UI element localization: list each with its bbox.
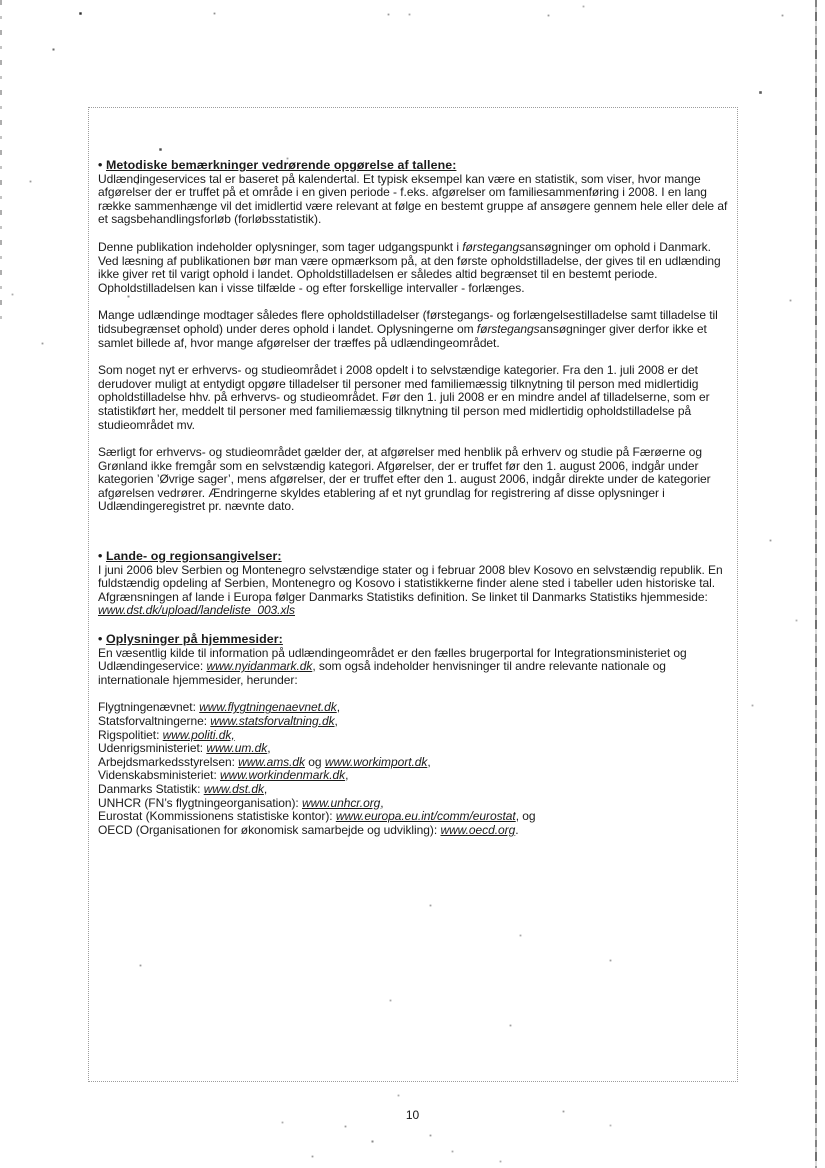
text-run: Rigspolitiet: xyxy=(98,727,163,742)
text-run: , xyxy=(427,754,431,769)
text-run: førstegangs xyxy=(476,321,540,336)
paragraph xyxy=(98,715,733,729)
paragraph xyxy=(98,742,733,756)
text-run: Denne publikation indeholder oplysninger, som tager udgangspunkt i xyxy=(98,239,463,254)
paragraph xyxy=(98,591,733,605)
text-run: , xyxy=(345,768,349,783)
paragraph xyxy=(98,797,733,811)
link-url[interactable]: www.europa.eu.int/comm/eurostat xyxy=(335,809,516,824)
section-heading-text: Oplysninger på hjemmesider: xyxy=(105,632,283,647)
text-run: UNHCR (FN’s flygtningeorganisation): xyxy=(98,795,303,810)
paragraph xyxy=(98,783,733,797)
text-run: Særligt for erhvervs- og studieområdet gælder der, at afgørelser med henblik på erhverv og studie på Færøerne og Grønland ikke fremgår som en selvstændig kategori. Afgørelser, der er truffet før den 1. august 2006, indgår under kategorien ’Øvrige sager’, mens afgørelser, der er truffet efter den 1. august 2006, indgår direkte under de kategorier afgørelsen vedrører. Ændringerne skyldes etablering af et nyt grundlag for registrering af disse oplysninger i Udlændingeregistret pr. nævnte dato. xyxy=(98,445,711,514)
link-url[interactable]: www.workimport.dk xyxy=(324,754,428,769)
scan-edge-artifact-left xyxy=(0,0,2,320)
paragraph xyxy=(98,309,733,350)
text-run: , xyxy=(380,795,384,810)
section-heading-text: Lande- og regionsangivelser: xyxy=(105,549,282,564)
text-run: Afgrænsningen af lande i Europa følger Danmarks Statistiks definition. Se linket til Danmarks Statistiks hjemmeside: xyxy=(98,589,708,604)
text-run: førstegangs xyxy=(462,239,526,254)
text-run: , og xyxy=(515,809,536,824)
paragraph xyxy=(98,564,733,591)
link-url[interactable]: www.unhcr.org xyxy=(302,795,381,810)
content-border-box xyxy=(88,107,738,1082)
link-url[interactable]: www.nyidanmark.dk xyxy=(206,659,313,674)
section-heading xyxy=(98,633,733,647)
text-run: En væsentlig kilde til information på udlændingeområdet er den fælles brugerportal for Integrationsministeriet og Udlændingeservice: xyxy=(98,645,687,674)
section-lande-og-regionsangivelser xyxy=(98,550,733,618)
section-metodiske-bemaerkninger xyxy=(98,159,733,514)
link-url[interactable]: www.ams.dk xyxy=(238,754,305,769)
link-url[interactable]: www.politi.dk, xyxy=(162,727,235,742)
paragraph xyxy=(98,647,733,688)
text-run: Flygtningenævnet: xyxy=(98,700,200,715)
paragraph xyxy=(98,241,733,295)
text-run: OECD (Organisationen for økonomisk samarbejde og udvikling): xyxy=(98,822,441,837)
text-run: , xyxy=(267,741,271,756)
text-run: , xyxy=(336,700,341,715)
text-run: Som noget nyt er erhvervs- og studieområdet i 2008 opdelt i to selvstændige kategorier. Fra den 1. juli 2008 er det derudover muligt at entydigt opgøre tilladelser til personer med familiemæssig tilknytning til person med midlertidig opholdstilladelse hhv. på erhvervs- og studieområdet. Før den 1. juli 2008 er en mindre andel af tilladelserne, som er statistikført her, meddelt til personer med familiemæssig tilknytning til person med midlertidig opholdstilladelse på studieområdet mv. xyxy=(98,363,710,432)
link-url[interactable]: www.um.dk xyxy=(206,741,268,756)
text-run: Mange udlændinge modtager således flere opholdstilladelser (førstegangs- og forlængelsestilladelse samt tilladelse til tidsubegrænset ophold) under deres ophold i landet. Oplysningerne om xyxy=(98,308,718,336)
text-run: og xyxy=(305,754,325,769)
bullet-icon: • xyxy=(98,632,106,647)
text-run: Videnskabsministeriet: xyxy=(98,768,221,783)
page-number: 10 xyxy=(405,1108,420,1122)
text-run: Udlændingeservices tal er baseret på kalendertal. Et typisk eksempel kan være en statistik, som viser, hvor mange afgørelser der er truffet på et område i en given periode - f.eks. afgørelser om familiesammenføring i 2008. I en lang række sammenhænge vil det imidlertid være relevant at følge en bestemt gruppe af ansøgere gennem hele eller dele af et sagsbehandlingsforløb (forløbsstatistik). xyxy=(98,171,728,227)
text-run: . xyxy=(515,822,519,837)
text-run: Udenrigsministeriet: xyxy=(98,741,207,756)
paragraph xyxy=(98,446,733,514)
link-url[interactable]: www.flygtningenaevnet.dk xyxy=(199,700,337,715)
text-run: Arbejdsmarkedsstyrelsen: xyxy=(98,754,239,769)
section-heading-text: Metodiske bemærkninger vedrørende opgørelse af tallene: xyxy=(105,158,457,172)
section-heading xyxy=(98,550,733,564)
link-url[interactable]: www.workindenmark.dk xyxy=(220,768,346,783)
text-run: , som også indeholder henvisninger til andre relevante nationale og internationale hjemmesider, herunder: xyxy=(98,659,666,687)
scan-edge-artifact-right xyxy=(815,0,817,1168)
bullet-icon: • xyxy=(98,549,106,564)
document-body xyxy=(98,159,733,837)
paragraph xyxy=(98,769,733,783)
text-run: ansøgninger giver derfor ikke et samlet billede af, hvor mange afgørelser der træffes på udlændingeområdet. xyxy=(98,321,707,350)
text-run: Eurostat (Kommissionens statistiske kontor): xyxy=(98,809,336,824)
section-oplysninger-paa-hjemmesider xyxy=(98,633,733,837)
text-run: Statsforvaltningerne: xyxy=(98,714,211,728)
link-url[interactable]: www.dst.dk xyxy=(203,781,264,796)
paragraph xyxy=(98,701,733,715)
scan-noise-speckles xyxy=(0,0,1,1)
section-heading xyxy=(98,159,733,173)
link-url[interactable]: www.oecd.org xyxy=(440,822,516,837)
text-run: I juni 2006 blev Serbien og Montenegro selvstændige stater og i februar 2008 blev Kosovo en selvstændig republik. En fuldstændig opdeling af Serbien, Montenegro og Kosovo i statistikkerne finder alene sted i tabeller uden historiske tal. xyxy=(98,562,723,591)
paragraph xyxy=(98,173,733,227)
text-run: , xyxy=(334,714,338,728)
paragraph xyxy=(98,756,733,770)
paragraph xyxy=(98,604,733,618)
link-url[interactable]: www.statsforvaltning.dk xyxy=(210,714,335,728)
link-url[interactable]: www.dst.dk/upload/landeliste_003.xls xyxy=(98,603,295,618)
paragraph xyxy=(98,810,733,824)
text-run: ansøgninger om ophold i Danmark. Ved læsning af publikationen bør man være opmærksom på, at den første opholdstilladelse, der gives til en udlænding ikke giver ret til varigt ophold i landet. Opholdstilladelsen er således altid begrænset til en bestemt periode. Opholdstilladelsen kan i visse tilfælde - og efter forskellige intervaller - forlænges. xyxy=(98,239,721,295)
bullet-icon: • xyxy=(98,158,106,172)
text-run: Danmarks Statistik: xyxy=(98,781,204,796)
paragraph xyxy=(98,364,733,432)
paragraph xyxy=(98,729,733,743)
paragraph xyxy=(98,824,733,838)
text-run: , xyxy=(263,781,268,796)
